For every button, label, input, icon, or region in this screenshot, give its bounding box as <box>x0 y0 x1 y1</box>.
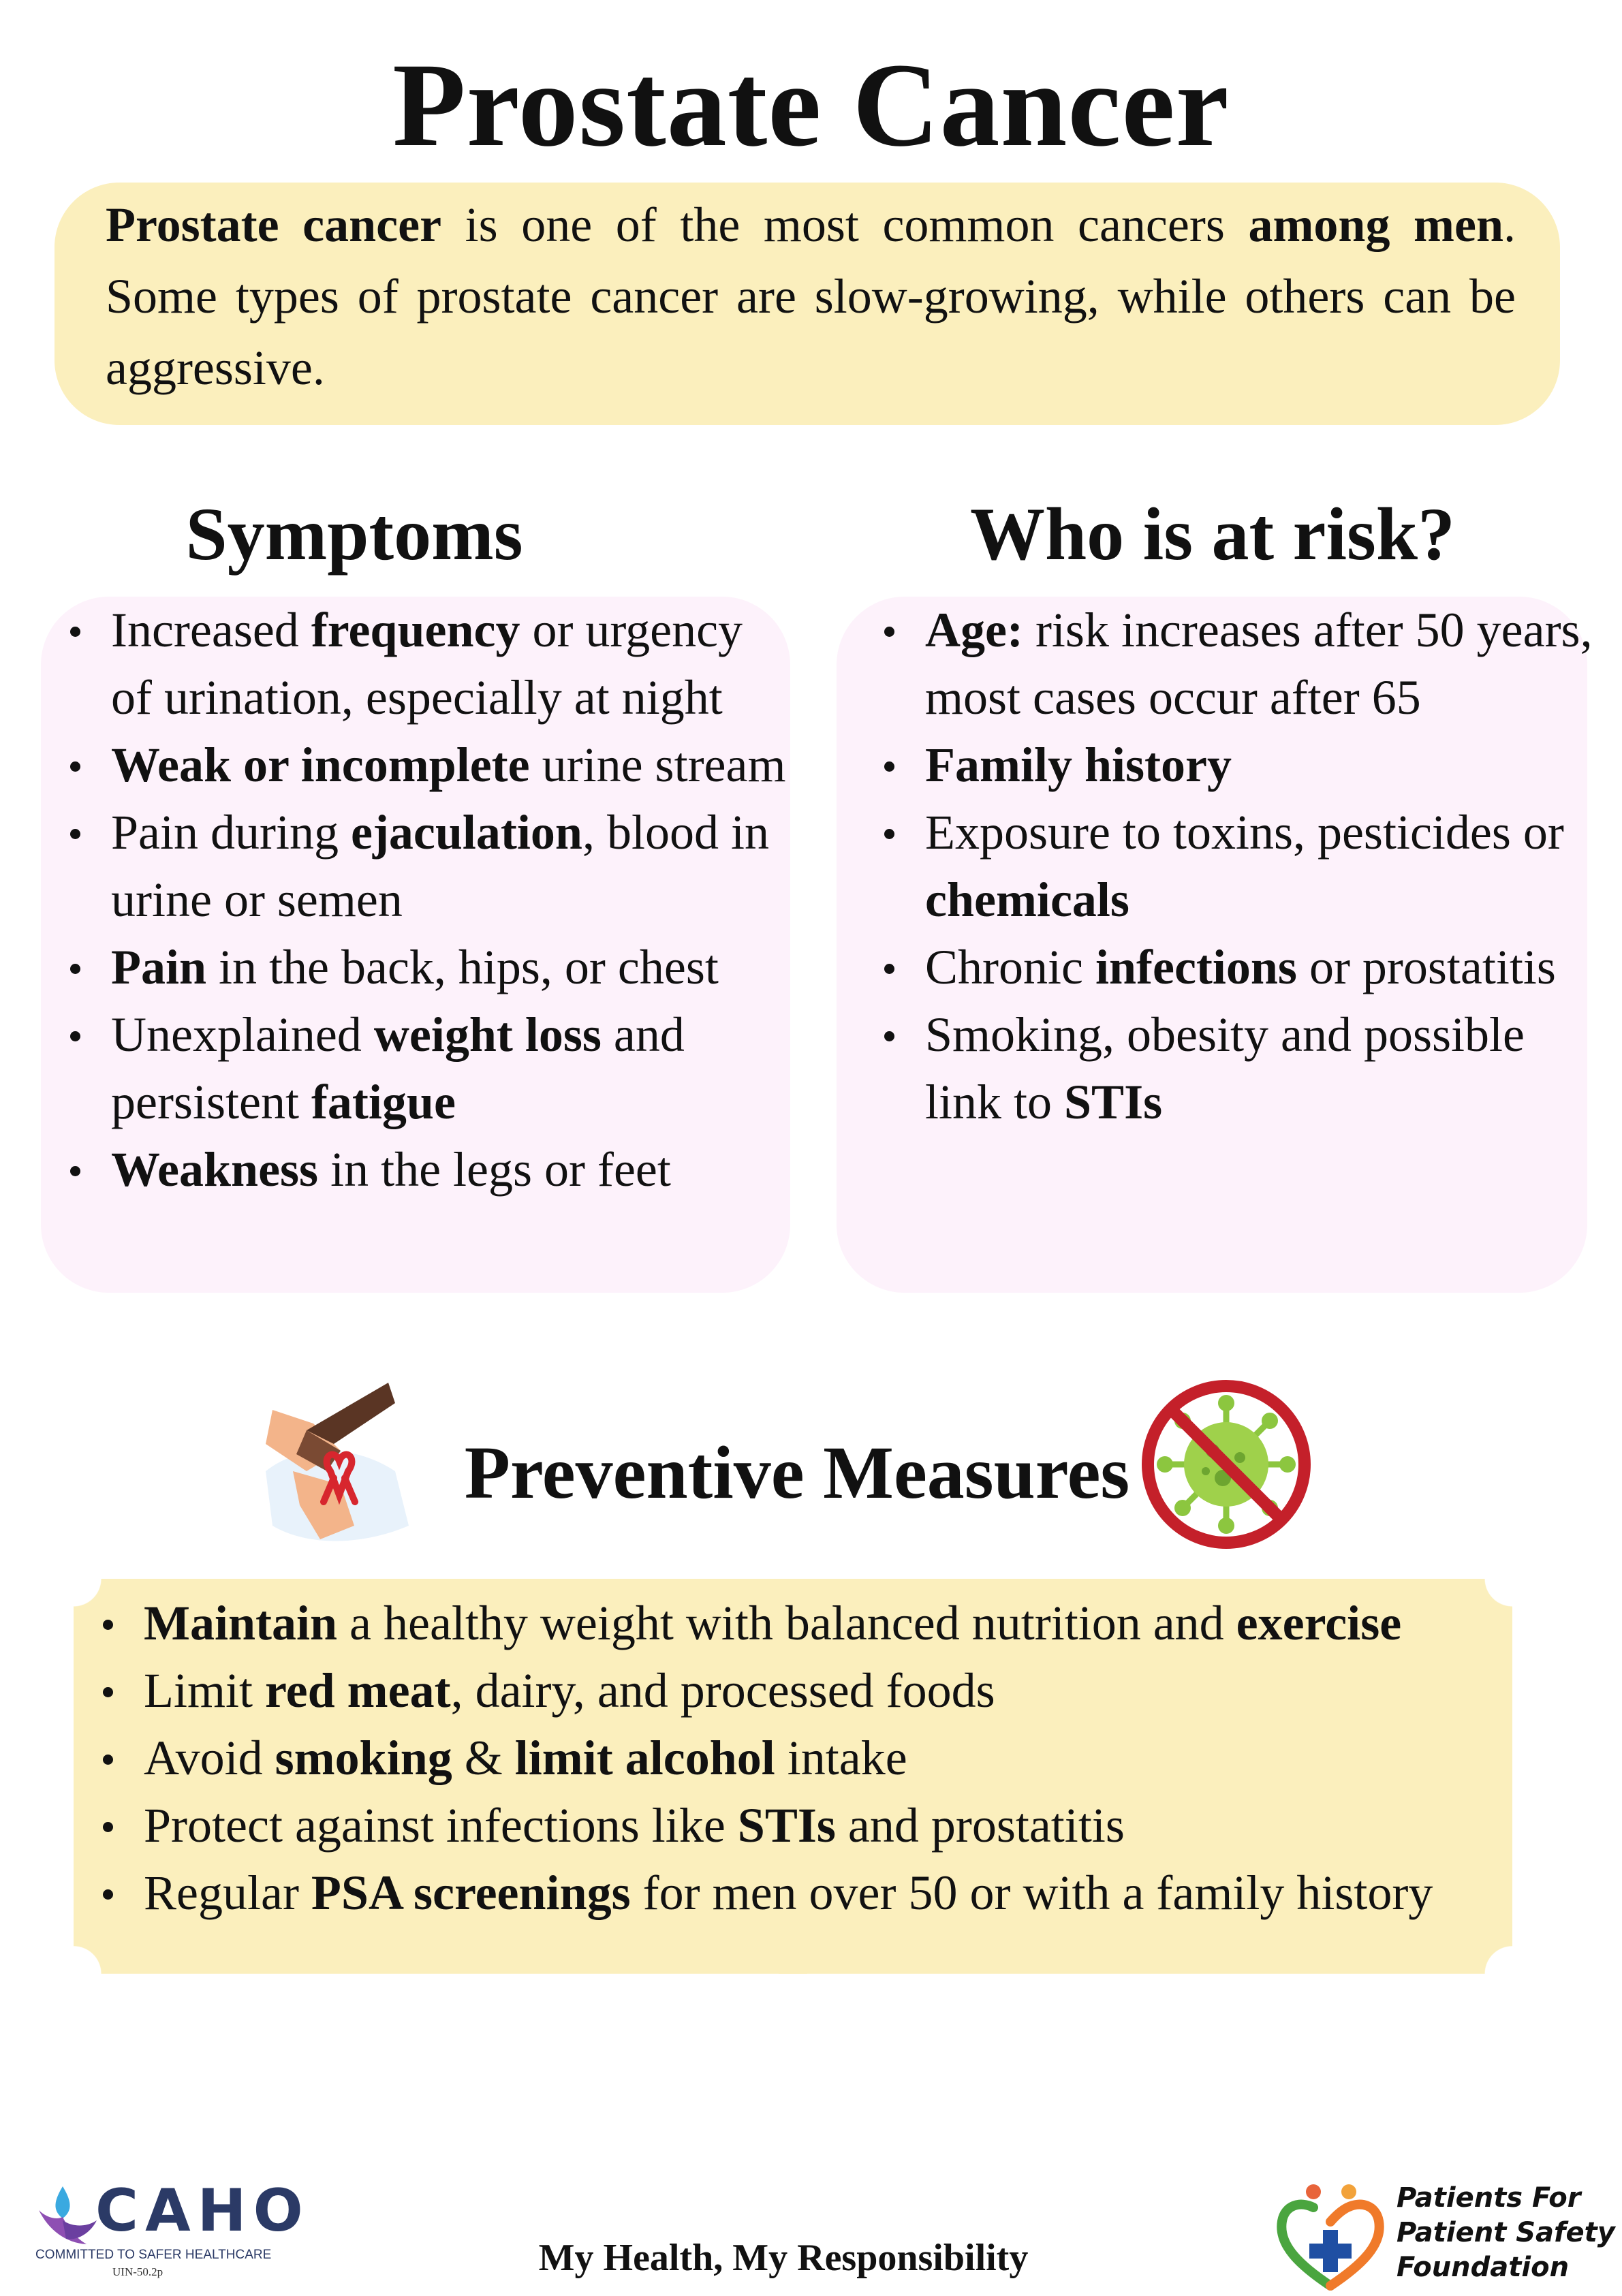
item-text: Limit <box>144 1663 265 1718</box>
item-text: or urgency of urination, especially at night <box>111 603 743 725</box>
caho-logo-icon <box>35 2183 100 2248</box>
risk-list-wrap <box>855 597 1597 1136</box>
preventive-item <box>74 1657 1538 1725</box>
pfps-name <box>1397 2181 1615 2285</box>
symptom-item <box>41 934 790 1001</box>
item-text: Exposure to toxins, pesticides or <box>925 805 1564 860</box>
item-text: urine stream <box>529 738 786 792</box>
item-text: Pain during <box>111 805 351 860</box>
footer-slogan: My Health, My Responsibility <box>538 2237 1029 2279</box>
item-bold: STIs <box>1064 1075 1163 1129</box>
item-bold: weight loss <box>373 1007 602 1062</box>
preventive-item <box>74 1859 1538 1927</box>
item-bold: Weakness <box>111 1142 319 1197</box>
item-bold: limit alcohol <box>514 1731 775 1785</box>
item-bold: Family history <box>925 738 1232 792</box>
item-text: , dairy, and processed foods <box>450 1663 995 1718</box>
item-bold: fatigue <box>311 1075 456 1129</box>
item-bold: Age: <box>925 603 1023 657</box>
item-text: Chronic <box>925 940 1095 994</box>
risk-item <box>855 1001 1597 1136</box>
item-bold: frequency <box>311 603 520 657</box>
item-text: in the back, hips, or chest <box>206 940 719 994</box>
item-text: for men over 50 or with a family history <box>630 1866 1433 1920</box>
intro-bold-1: Prostate cancer <box>106 198 442 252</box>
item-text: Increased <box>111 603 311 657</box>
risk-list <box>855 597 1597 1136</box>
symptom-item <box>41 732 790 799</box>
page-title: Prostate Cancer <box>392 39 1230 172</box>
intro-bold-2: among men <box>1248 198 1504 252</box>
item-bold: exercise <box>1236 1596 1402 1650</box>
item-bold: Pain <box>111 940 207 994</box>
item-bold: red meat <box>265 1663 451 1718</box>
item-text: and persistent <box>111 1007 685 1129</box>
symptoms-title: Symptoms <box>185 492 523 576</box>
pfps-heart-cross-logo-icon <box>1273 2177 1388 2293</box>
item-text: risk increases after 50 years, most cases occur after 65 <box>925 603 1593 725</box>
caho-name: CAHO <box>95 2177 310 2245</box>
symptoms-list <box>41 597 790 1204</box>
preventive-list-wrap <box>74 1590 1538 1927</box>
item-text: Smoking, obesity and possible link to <box>925 1007 1525 1129</box>
item-text: a healthy weight with balanced nutrition and <box>337 1596 1236 1650</box>
preventive-title: Preventive Measures <box>464 1431 1130 1514</box>
symptom-item <box>41 1001 790 1136</box>
preventive-list <box>74 1590 1538 1927</box>
pfps-line-3: Foundation <box>1397 2252 1570 2283</box>
caho-code: UIN-50.2p <box>112 2265 163 2278</box>
item-text: Regular <box>144 1866 311 1920</box>
risk-item <box>855 799 1597 934</box>
symptom-item <box>41 799 790 934</box>
item-text: intake <box>775 1731 907 1785</box>
item-text: , blood in urine or semen <box>111 805 769 927</box>
pfps-line-1: Patients For <box>1397 2182 1581 2214</box>
symptoms-list-wrap <box>41 597 790 1204</box>
item-bold: Maintain <box>144 1596 338 1650</box>
item-text: & <box>452 1731 515 1785</box>
item-text: Unexplained <box>111 1007 374 1062</box>
risk-item <box>855 597 1597 732</box>
item-bold: ejaculation <box>350 805 582 860</box>
caho-tagline: COMMITTED TO SAFER HEALTHCARE <box>35 2248 272 2262</box>
risk-title: Who is at risk? <box>969 492 1456 576</box>
preventive-item <box>74 1725 1538 1792</box>
intro-plain-2: . Some types of prostate cancer are slow-growing, while others can be aggressive. <box>106 198 1516 395</box>
item-bold: PSA screenings <box>311 1866 631 1920</box>
item-text: Avoid <box>144 1731 275 1785</box>
item-text: or prostatitis <box>1296 940 1556 994</box>
symptom-item <box>41 597 790 732</box>
item-bold: smoking <box>275 1731 452 1785</box>
risk-item <box>855 934 1597 1001</box>
item-bold: chemicals <box>925 872 1129 927</box>
preventive-item <box>74 1792 1538 1859</box>
item-text: and prostatitis <box>835 1798 1125 1853</box>
item-bold: STIs <box>737 1798 836 1853</box>
item-bold: infections <box>1095 940 1297 994</box>
item-text: Protect against infections like <box>144 1798 738 1853</box>
risk-item <box>855 732 1597 799</box>
item-bold: Weak or incomplete <box>111 738 530 792</box>
intro-plain-1: is one of the most common cancers <box>441 198 1249 252</box>
no-virus-icon <box>1138 1376 1315 1553</box>
preventive-item <box>74 1590 1538 1657</box>
item-text: in the legs or feet <box>318 1142 671 1197</box>
pfps-line-2: Patient Safety <box>1397 2217 1615 2248</box>
symptom-item <box>41 1136 790 1204</box>
intro-text <box>106 189 1516 404</box>
